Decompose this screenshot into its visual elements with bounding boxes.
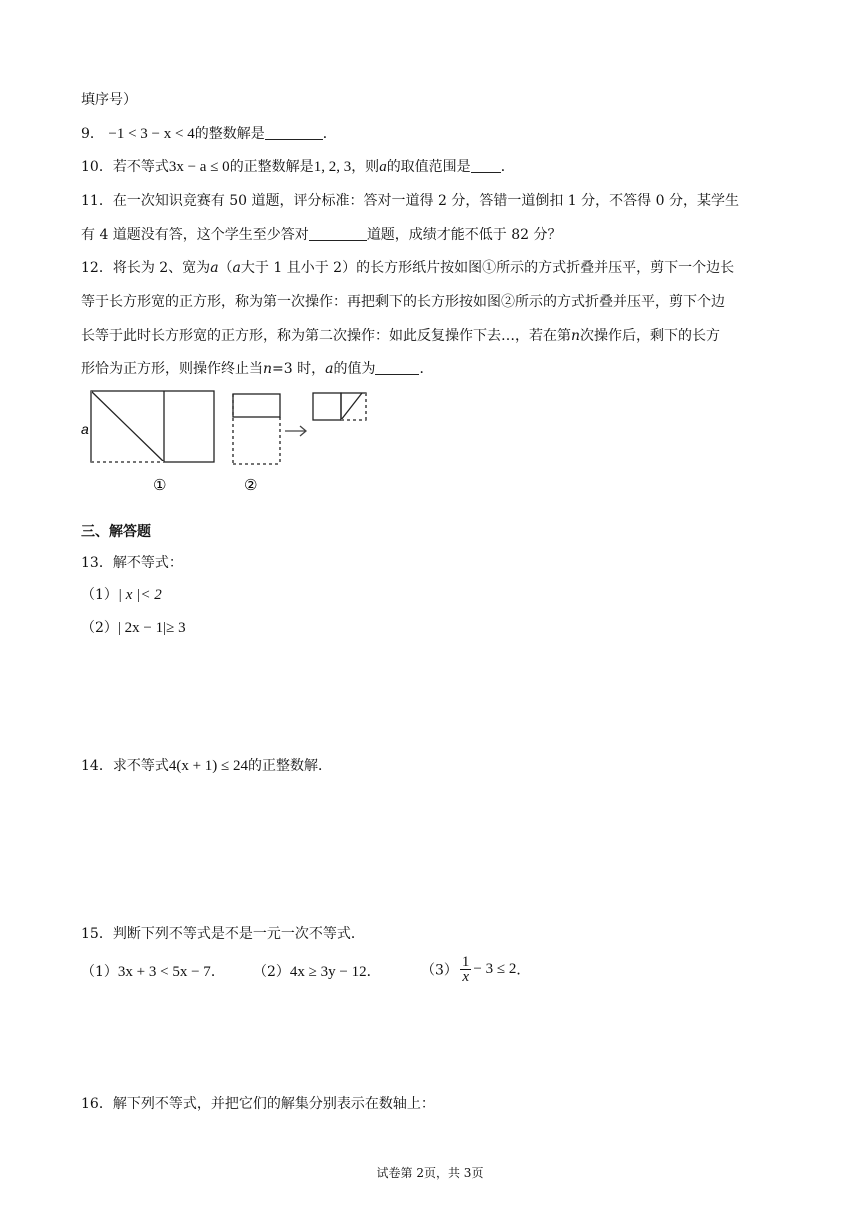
section-3-title: 三、解答题 — [81, 524, 151, 540]
q14-post: 的正整数解． — [248, 758, 333, 774]
q12-text1a: 将长为 2、宽为 — [112, 260, 211, 276]
figure-3-diagonal — [341, 393, 362, 420]
q10-post: 的取值范围是 — [386, 159, 471, 175]
q10-mid: 的正整数解是 — [229, 159, 314, 175]
q15-part2 — [253, 962, 381, 982]
q11-text1: 在一次知识竞赛有 50 道题，评分标准：答对一道得 2 分，答错一道倒扣 1 分，不答得 0 分，某学生 — [112, 193, 739, 209]
arrow-icon — [285, 426, 306, 436]
figure-label-1: ① — [153, 476, 167, 494]
question-13-part1 — [81, 585, 162, 605]
q15-part1 — [81, 962, 225, 982]
q10-var: a — [379, 159, 387, 175]
q16-text: 解下列不等式，并把它们的解集分别表示在数轴上： — [112, 1096, 435, 1112]
q12-text1c: 大于 1 且小于 2）的长方形纸片按如图①所示的方式折叠并压平，剪下一个边长 — [240, 260, 735, 276]
question-13 — [81, 553, 183, 573]
question-14 — [81, 756, 332, 776]
question-11-line2 — [81, 225, 562, 245]
figure-3 — [313, 393, 366, 420]
q12-number: 12． — [81, 260, 113, 276]
q9-number: 9． — [81, 126, 104, 142]
q12-text4b: =3 时， — [272, 361, 326, 377]
q13-part2-label: （2） — [81, 620, 118, 636]
q13-part2-math: | 2x − 1|≥ 3 — [117, 620, 186, 636]
q14-math: 4(x + 1) ≤ 24 — [168, 758, 249, 774]
q9-end: ． — [322, 126, 337, 142]
q11-text2b: 道题，成绩才能不低于 82 分？ — [366, 227, 562, 243]
q14-pre: 求不等式 — [112, 758, 169, 774]
q12-text1b: （ — [218, 260, 233, 276]
q13-part1-label: （1） — [81, 587, 118, 603]
q9-math: −1 < 3 − x < 4 — [108, 126, 195, 142]
figure-2 — [233, 394, 280, 464]
q12-var-n: n — [263, 361, 273, 377]
q10-math: 3x − a ≤ 0 — [168, 159, 230, 175]
question-13-part2 — [81, 618, 186, 638]
q12-text4c: 的值为 — [333, 361, 376, 377]
q15-part1-math: 3x + 3 < 5x − 7 — [117, 964, 211, 980]
q8-tail: 填序号） — [81, 92, 137, 108]
q12-text3b: 次操作后，剩下的长方 — [580, 328, 721, 344]
q15-frac-denominator: x — [462, 969, 469, 985]
q11-text2a: 有 4 道题没有答，这个学生至少答对 — [81, 227, 309, 243]
question-9 — [81, 124, 337, 144]
q9-answer-blank[interactable] — [265, 125, 323, 140]
q15-part3 — [421, 955, 530, 984]
figure-3-square — [313, 393, 341, 420]
question-16 — [81, 1094, 435, 1114]
question-12-line3 — [81, 326, 720, 346]
q15-part3-end: ． — [516, 962, 531, 979]
question-11-line1 — [81, 191, 739, 211]
figure-1 — [91, 391, 214, 462]
q12-var-a: a — [210, 260, 219, 276]
q15-part3-label: （3） — [421, 962, 458, 979]
q13-text: 解不等式： — [112, 555, 183, 571]
page-footer: 试卷第 2页，共 3页 — [376, 1166, 484, 1180]
q10-number: 10． — [81, 159, 113, 175]
q12-text4a: 形恰为正方形，则操作终止当 — [81, 361, 263, 377]
figure-label-2: ② — [244, 476, 258, 494]
q10-pre: 若不等式 — [112, 159, 169, 175]
q15-part1-end: ． — [210, 964, 225, 980]
q10-sols: 1, 2, 3 — [313, 159, 352, 175]
q12-text3a: 长等于此时长方形宽的正方形，称为第二次操作：如此反复操作下去…，若在第 — [81, 328, 571, 344]
q12-answer-blank[interactable] — [375, 360, 419, 375]
q13-number: 13． — [81, 555, 113, 571]
question-12-line4 — [81, 359, 433, 379]
q9-text: 的整数解是 — [194, 126, 265, 142]
q15-part2-label: （2） — [253, 964, 290, 980]
q14-number: 14． — [81, 758, 113, 774]
figure-1-diagonal — [91, 391, 164, 462]
q15-part2-math: 4x ≥ 3y − 12 — [289, 964, 367, 980]
q12-var-n: n — [571, 328, 581, 344]
q11-number: 11． — [81, 193, 113, 209]
q10-mid2: ，则 — [351, 159, 380, 175]
q15-part1-label: （1） — [81, 964, 118, 980]
question-10 — [81, 157, 515, 177]
q13-part1-math: | x |< 2 — [117, 587, 162, 603]
q15-part3-math: − 3 ≤ 2 — [473, 961, 517, 977]
q16-number: 16． — [81, 1096, 113, 1112]
q11-answer-blank[interactable] — [309, 226, 367, 241]
question-12-line2: 等于长方形宽的正方形，称为第一次操作：再把剩下的长方形按如图②所示的方式折叠并压平，剪下个边 — [81, 294, 725, 310]
q15-frac-numerator: 1 — [461, 954, 470, 970]
q12-var-a: a — [232, 260, 241, 276]
fold-figure — [78, 388, 378, 498]
q10-end: ． — [500, 159, 515, 175]
q12-end: ． — [419, 361, 434, 377]
figure-label-a: a — [81, 421, 89, 437]
question-12-line1 — [81, 258, 734, 278]
q15-fraction — [460, 955, 472, 984]
q10-answer-blank[interactable] — [471, 158, 501, 173]
q15-part2-end: ． — [366, 964, 381, 980]
q15-number: 15． — [81, 926, 113, 942]
q12-var-a: a — [325, 361, 334, 377]
figure-2-top-rectangle — [233, 394, 280, 417]
question-15 — [81, 924, 365, 944]
q15-text: 判断下列不等式是不是一元一次不等式． — [112, 926, 365, 942]
